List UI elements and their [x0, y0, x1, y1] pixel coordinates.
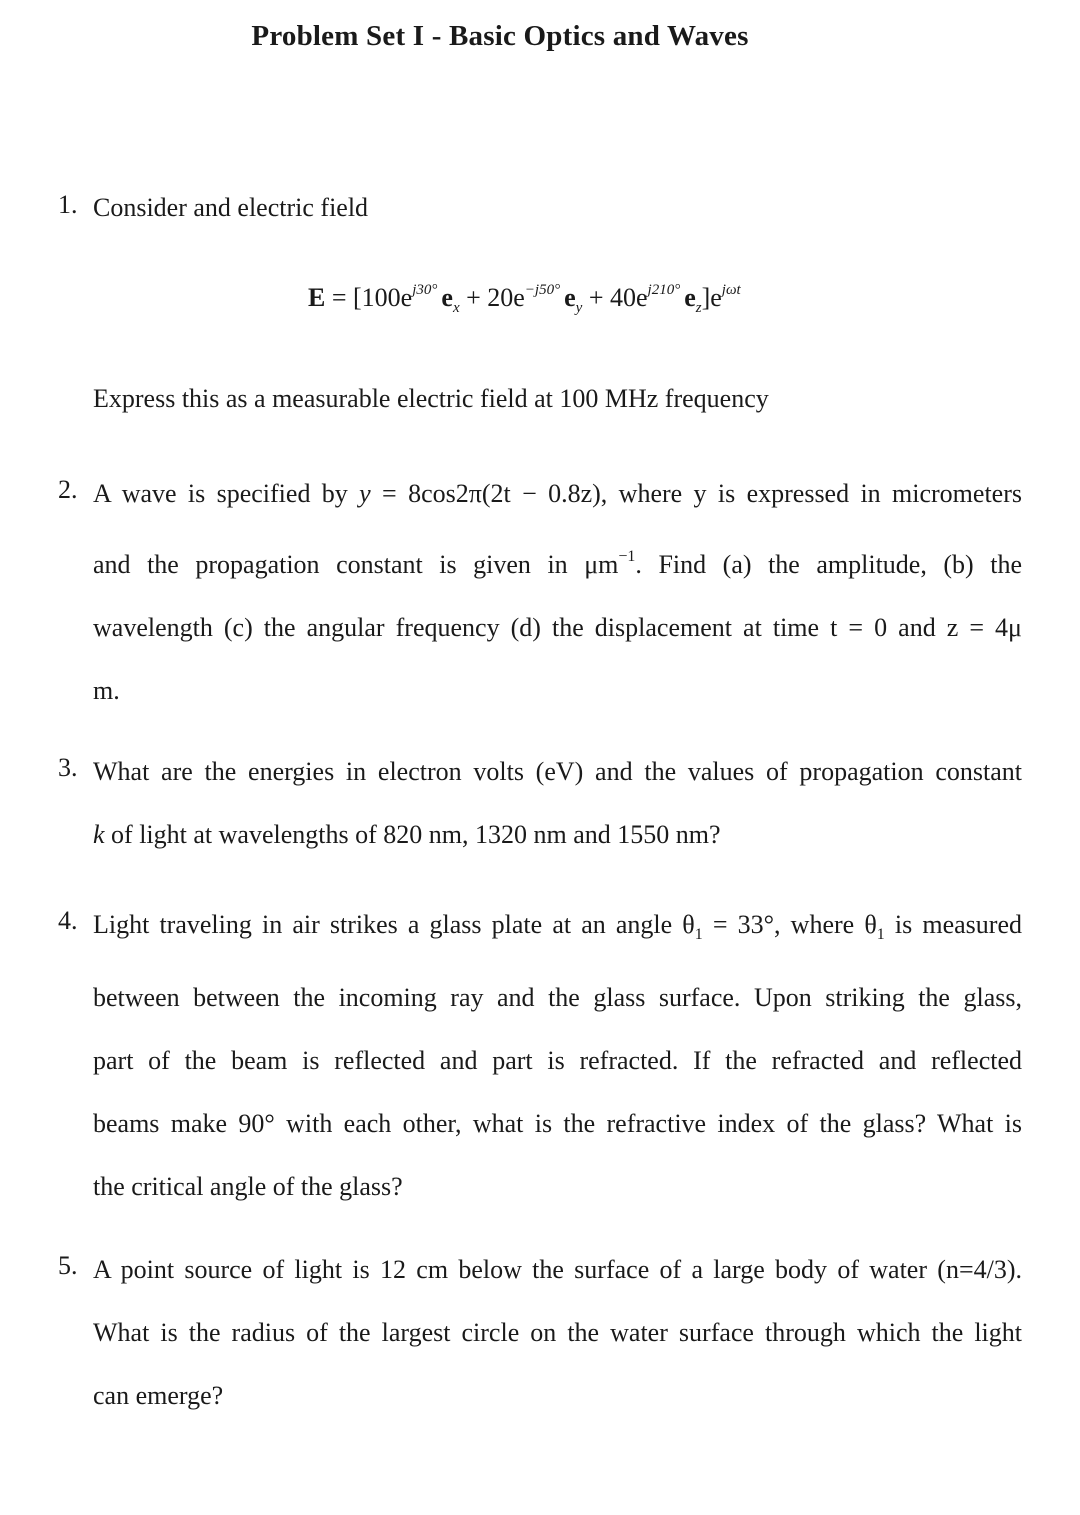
problem-3-line-2: k of light at wavelengths of 820 nm, 1320 nm and 1550 nm?	[93, 820, 721, 849]
problem-1-prompt-block	[58, 381, 1022, 417]
page-title: Problem Set I - Basic Optics and Waves	[251, 20, 749, 52]
problem-4-line-1: Light traveling in air strikes a glass plate at an angle $\theta_1 = 33^\circ$, where $\theta_1$ is measured	[93, 910, 1022, 943]
problem-4	[58, 893, 1022, 1218]
problem-number: 3.	[58, 753, 78, 782]
problem-1	[58, 190, 1022, 226]
problem-2	[58, 462, 1022, 722]
problem-5-line-1: A point source of light is 12 cm below the surface of a large body of water (n=4/3).	[93, 1255, 1022, 1284]
electric-field-equation: $E = [100e^{j30^\circ}$ $e_x + 20e^{-j50^\circ}$ $e_y + 40e^{j210^\circ}$ $e_z]e^{j\omega t}$	[308, 282, 741, 316]
problem-1-prompt: Express this as a measurable electric field at 100 MHz frequency	[93, 384, 769, 413]
problem-4-line-2: between between the incoming ray and the glass surface. Upon striking the glass,	[93, 983, 1022, 1012]
problem-2-line-4: m.	[93, 676, 120, 705]
problem-number: 5.	[58, 1251, 78, 1280]
problem-5-line-3: can emerge?	[93, 1381, 224, 1410]
problem-1-intro: Consider and electric field	[93, 193, 369, 222]
problem-number: 4.	[58, 906, 78, 935]
problem-3-line-1: What are the energies in electron volts (eV) and the values of propagation constant	[93, 757, 1022, 786]
problem-4-line-4: beams make 90° with each other, what is the refractive index of the glass? What is	[93, 1109, 1022, 1138]
problem-number: 1.	[58, 190, 78, 219]
problem-2-line-3: wavelength (c) the angular frequency (d) the displacement at time t = 0 and z = 4μ	[93, 613, 1022, 642]
problem-2-line-1: A wave is specified by y = 8cos2π(2t − 0.8z), where y is expressed in micrometers	[93, 479, 1022, 508]
problem-3	[58, 740, 1022, 866]
problem-2-line-2: and the propagation constant is given in $\mu m^{-1}$. Find (a) the amplitude, (b) the	[93, 548, 1022, 579]
problem-4-line-5: the critical angle of the glass?	[93, 1172, 403, 1201]
problem-5	[58, 1238, 1022, 1427]
problem-5-line-2: What is the radius of the largest circle on the water surface through which the light	[93, 1318, 1022, 1347]
problem-number: 2.	[58, 475, 78, 504]
problem-4-line-3: part of the beam is reflected and part is refracted. If the refracted and reflected	[93, 1046, 1022, 1075]
